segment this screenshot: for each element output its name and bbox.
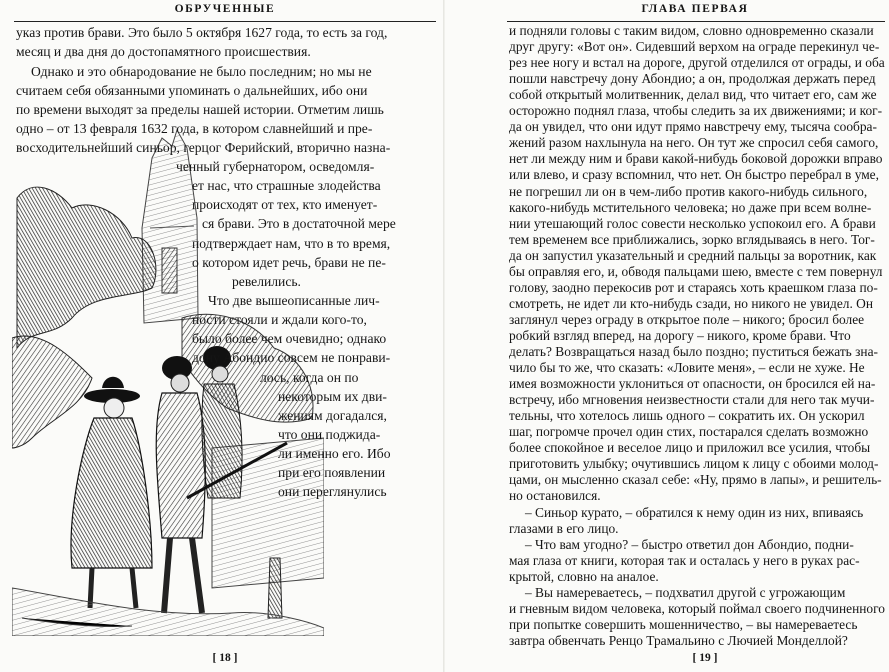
right-text-line: тем временем все приближались, зорко вглядываясь в него. Тог- xyxy=(509,231,875,247)
right-text-line: тельны, что хотелось лишь одного – сократить их. Он ускорил xyxy=(509,408,865,424)
left-text-line: Что две вышеописанные лич- xyxy=(208,293,380,308)
right-text-line: приготовить улыбку; очутившись лицом к лицу с обоими молод- xyxy=(509,456,879,472)
right-text-line: робкий взгляд вперед, на дорогу – никого, кроме брави. Что xyxy=(509,327,851,343)
right-text-line: цами, он мысленно сказал себе: «Ну, прямо в лапы», и решитель- xyxy=(509,472,882,488)
left-text-line: дону Абондио совсем не понрави- xyxy=(192,350,391,365)
left-text-line: ся брави. Это в достаточной мере xyxy=(202,216,396,231)
right-text-line: какого-нибудь мстительного человека; но даже при всем волне- xyxy=(509,199,872,215)
right-text-line: смотреть, не идет ли кто-нибудь сзади, но никого не увидел. Он xyxy=(509,295,873,311)
left-text-line: ревелились. xyxy=(232,274,301,289)
right-text-line: мая глаза от книги, которая так и осталась у него в руках рас- xyxy=(509,552,860,568)
left-text-line: подтверждает нам, что в то время, xyxy=(192,236,391,251)
right-page-number: [ 19 ] xyxy=(692,652,718,664)
left-text-line: жениям догадался, xyxy=(278,408,387,423)
left-text-line: ет нас, что страшные злодейства xyxy=(192,178,381,193)
right-text-line: бы оправляя его, и, обводя пальцами шею, вместе с тем повернул xyxy=(509,263,883,279)
right-page xyxy=(445,0,889,672)
right-text-line: – Что вам угодно? – быстро ответил дон Абондио, подни- xyxy=(525,536,854,552)
left-text-line: ности стояли и ждали кого-то, xyxy=(192,312,367,327)
right-running-header: ГЛАВА ПЕРВАЯ xyxy=(641,3,749,15)
right-text-line: друг другу: «Вот он». Сидевший верхом на ограде перекинул че- xyxy=(509,39,880,55)
right-text-line: имея возможности уклониться от опасности, он бросился ей на- xyxy=(509,376,876,392)
left-text-line: по времени выходят за пределы нашей истории. Отметим лишь xyxy=(16,102,384,117)
right-text-line: жений разом нахлынула на него. Он тут же спросил себя самого, xyxy=(509,135,879,151)
right-text-line: пошли навстречу дону Абондио; а он, продолжая держать перед xyxy=(509,71,876,87)
left-text-line: месяц и два дня до достопамятного происшествия. xyxy=(16,44,311,59)
right-text-line: глазами в его лицо. xyxy=(509,520,619,536)
right-text-line: нии утешающий голос совести несколько успокоил его. А брави xyxy=(509,215,876,231)
left-text-line: при его появлении xyxy=(278,465,386,480)
right-text-line: и подняли головы с таким видом, словно одновременно сказали xyxy=(509,23,874,38)
right-text-line: собой открытый молитвенник, делал вид, что читает его, сам же xyxy=(509,87,877,103)
left-text-line: восходительнейший синьор, герцог Ферийский, вторично назна- xyxy=(16,140,391,155)
right-text-line: встречу, ибо мгновения неизвестности стали для него так мучи- xyxy=(509,392,875,408)
left-text-line: они переглянулись xyxy=(278,484,387,499)
left-text-line: ченный губернатором, осведомля- xyxy=(176,159,375,174)
right-text-line: не погрешил ли он в чем-либо против какого-нибудь сильного, xyxy=(509,183,868,199)
right-text-line: нет ли между ним и брави какой-нибудь боковой дорожки вправо xyxy=(509,151,883,167)
right-text-line: делать? Возвращаться назад было поздно; пуститься бежать зна- xyxy=(509,344,878,359)
right-text-line: шаг, погромче прочел один стих, постарался сделать возможно xyxy=(509,424,869,440)
right-text-line: крытой, словно на аналое. xyxy=(509,568,659,584)
right-text-line: но остановился. xyxy=(509,488,601,504)
left-page xyxy=(0,0,444,672)
left-text-line: происходят от тех, кто именует- xyxy=(192,197,378,212)
left-page-number: [ 18 ] xyxy=(212,652,238,664)
left-text-line: Однако и это обнародование не было последним; но мы не xyxy=(31,64,372,79)
right-text-line: чило бы то же, что сказать: «Ловите меня», – если не хуже. Не xyxy=(509,360,865,376)
right-text-line: да он увидел, что они идут прямо навстречу ему, тысяча сообра- xyxy=(509,119,877,135)
left-text-line: о котором идет речь, брави не пе- xyxy=(192,255,386,270)
right-text-line: при попытке совершить мошенничество, – вы намереваетесь xyxy=(509,616,858,632)
right-text-line: более спокойное и веселое лицо и приложил все усилия, чтобы xyxy=(509,440,871,456)
left-text-line: указ против брави. Это было 5 октября 1627 года, то есть за год, xyxy=(16,25,388,40)
right-text-line: голову, заодно перекосив рот и стараясь хоть краешком глаза по- xyxy=(509,279,878,295)
left-text-line: считаем себя обязанными упоминать о дальнейших, ибо они xyxy=(16,83,368,98)
left-text-line: было более чем очевидно; однако xyxy=(192,331,387,346)
right-text-line: осторожно поднял глаза, чтобы следить за их движениями; и ког- xyxy=(509,103,883,119)
right-text-line: или влево, и сразу вспомнил, что нет. Он быстро перебрал в уме, xyxy=(509,167,879,183)
right-text-line: и гневным видом человека, который поймал своего подчиненного xyxy=(509,600,885,616)
right-text-line: – Вы намереваетесь, – подхватил другой с угрожающим xyxy=(525,584,846,600)
left-text-line: ли именно его. Ибо xyxy=(278,446,391,461)
left-text-line: одно – от 13 февраля 1632 года, в котором славнейший и пре- xyxy=(16,121,373,136)
right-text-line: рез нее ногу и встал на дороге, другой отделился от ограды, и оба xyxy=(509,55,885,71)
right-header-rule xyxy=(507,21,885,22)
left-text-line: что они поджида- xyxy=(278,427,381,442)
left-header-rule xyxy=(14,21,436,22)
right-text-line: завтра обвенчать Ренцо Трамальино с Лючией Монделлой? xyxy=(509,632,848,648)
right-text-line: – Синьор курато, – обратился к нему один из них, впиваясь xyxy=(525,504,864,520)
right-text-line: заглянул через ограду в открытое поле – никого; бросил более xyxy=(509,311,865,327)
left-running-header: ОБРУЧЕННЫЕ xyxy=(174,3,276,15)
right-text-line: да он запустил указательный и средний пальцы за воротник, как xyxy=(509,247,877,263)
left-text-line: лось, когда он по xyxy=(260,370,359,385)
left-text-line: некоторым их дви- xyxy=(278,389,387,404)
